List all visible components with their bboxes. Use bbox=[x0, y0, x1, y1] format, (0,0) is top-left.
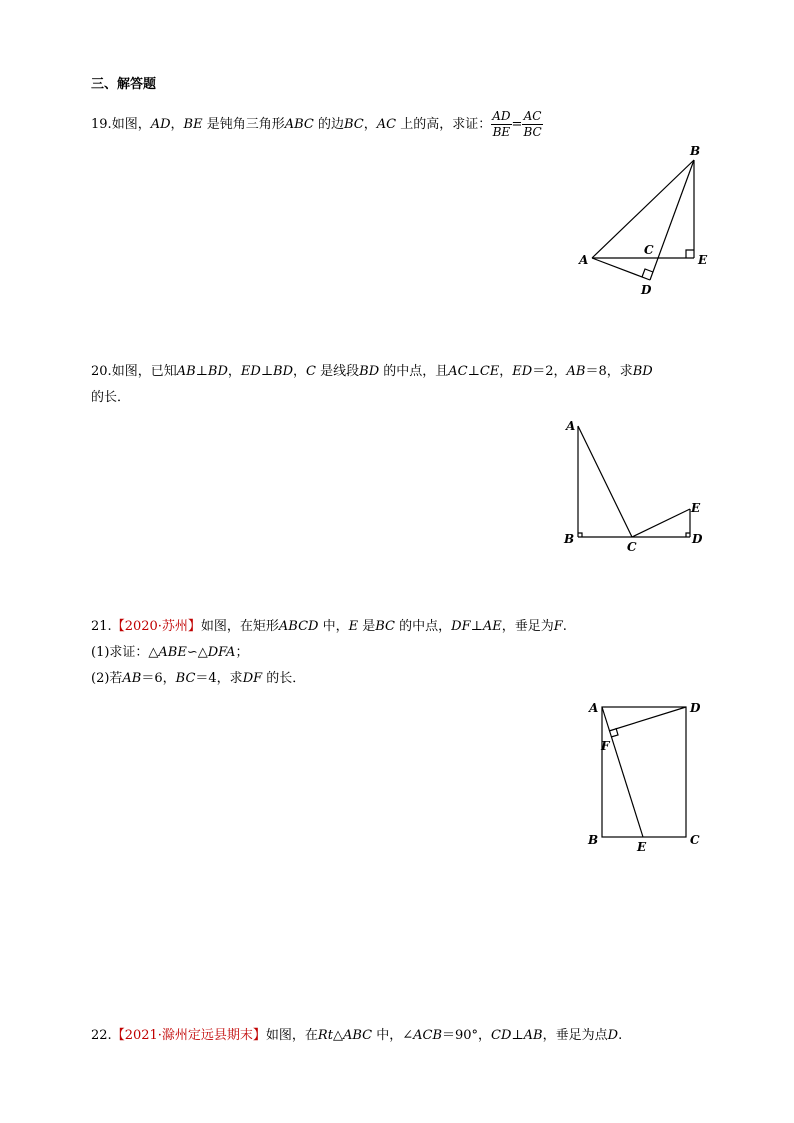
question-21-sub1 bbox=[91, 644, 248, 662]
var: ABC bbox=[284, 117, 314, 132]
label-c: C bbox=[690, 833, 700, 847]
expression: △ABE∽△DFA bbox=[148, 645, 236, 660]
var: AB bbox=[566, 364, 586, 379]
question-21-text bbox=[91, 618, 567, 636]
text: 是 bbox=[358, 619, 376, 634]
var: BD bbox=[632, 364, 653, 379]
text: ⊥ bbox=[467, 364, 480, 379]
text: 如图，在 bbox=[265, 1028, 318, 1043]
text: ⊥ bbox=[470, 619, 483, 634]
question-source: 【2020·苏州】 bbox=[111, 619, 201, 634]
var: ED bbox=[240, 364, 261, 379]
var: AD bbox=[150, 117, 171, 132]
question-20-text bbox=[91, 363, 653, 381]
question-number: 19. bbox=[91, 117, 112, 132]
figure-21 bbox=[580, 695, 720, 860]
var: BE bbox=[183, 117, 203, 132]
var: AB bbox=[176, 364, 196, 379]
label-b: B bbox=[564, 532, 575, 546]
figure-19 bbox=[570, 140, 720, 300]
var: BC bbox=[375, 619, 396, 634]
segment-df bbox=[609, 707, 686, 731]
var: BD bbox=[273, 364, 294, 379]
segment-ce bbox=[632, 509, 690, 537]
right-angle-mark-e bbox=[686, 250, 694, 258]
denominator: BE bbox=[492, 125, 511, 139]
label-e: E bbox=[637, 840, 647, 854]
var: D bbox=[607, 1028, 619, 1043]
label-b: B bbox=[588, 833, 599, 847]
var: F bbox=[553, 619, 563, 634]
question-number: 22. bbox=[91, 1028, 112, 1043]
text: ，垂足为 bbox=[501, 619, 554, 634]
fraction-ad-be bbox=[491, 109, 511, 140]
denominator: BC bbox=[523, 125, 542, 139]
text: 的长． bbox=[262, 671, 306, 686]
var: ACB bbox=[413, 1028, 442, 1043]
label-a: A bbox=[566, 419, 576, 433]
text: △ bbox=[332, 1028, 343, 1043]
equals-sign: = bbox=[511, 117, 523, 132]
text: 上的高，求证： bbox=[396, 117, 492, 132]
text: (1)求证： bbox=[91, 645, 149, 660]
text: 的中点，且 bbox=[379, 364, 449, 379]
text: ＝90°， bbox=[442, 1028, 492, 1043]
text: 的边 bbox=[313, 117, 344, 132]
text: ； bbox=[235, 645, 249, 660]
var: Rt bbox=[317, 1028, 333, 1043]
text: ＝4，求 bbox=[195, 671, 243, 686]
var: BC bbox=[344, 117, 364, 132]
var: CE bbox=[479, 364, 500, 379]
label-a: A bbox=[589, 701, 599, 715]
text: 是钝角三角形 bbox=[202, 117, 285, 132]
var: CD bbox=[491, 1028, 512, 1043]
text: ＝8，求 bbox=[585, 364, 633, 379]
section-heading: 三、解答题 bbox=[91, 77, 157, 92]
label-c: C bbox=[627, 540, 637, 554]
var: DF bbox=[451, 619, 471, 634]
text: 如图，在矩形 bbox=[200, 619, 279, 634]
text: 如图， bbox=[111, 117, 151, 132]
label-d: D bbox=[692, 532, 703, 546]
var: AE bbox=[482, 619, 502, 634]
var: ABC bbox=[342, 1028, 373, 1043]
text: 如图，已知 bbox=[111, 364, 177, 379]
question-source: 【2021·滁州定远县期末】 bbox=[111, 1028, 266, 1043]
question-19-text bbox=[91, 109, 543, 140]
text: ⊥ bbox=[260, 364, 274, 379]
var: BD bbox=[207, 364, 228, 379]
var: DF bbox=[242, 671, 263, 686]
figure-20 bbox=[555, 412, 715, 557]
label-d: D bbox=[690, 701, 701, 715]
var: AB bbox=[122, 671, 142, 686]
text: 的中点， bbox=[395, 619, 452, 634]
rectangle-abcd bbox=[602, 707, 686, 837]
segment-ad bbox=[592, 258, 650, 280]
label-e: E bbox=[691, 501, 701, 515]
var: AB bbox=[523, 1028, 543, 1043]
text: ， bbox=[499, 364, 513, 379]
numerator: AD bbox=[492, 109, 511, 123]
question-21-sub2 bbox=[91, 670, 305, 688]
text: ＝2， bbox=[532, 364, 567, 379]
text: ⊥ bbox=[511, 1028, 524, 1043]
text: ＝6， bbox=[141, 671, 176, 686]
segment-ab bbox=[592, 160, 694, 258]
var: AC bbox=[376, 117, 397, 132]
text: . bbox=[618, 1028, 623, 1043]
question-number: 21. bbox=[91, 619, 112, 634]
text: 中， bbox=[318, 619, 349, 634]
segment-ac bbox=[578, 426, 632, 537]
label-b: B bbox=[690, 144, 701, 158]
question-20-text-line2: 的长． bbox=[91, 390, 131, 405]
text: 是线段 bbox=[316, 364, 360, 379]
question-22-text bbox=[91, 1027, 622, 1045]
text: . bbox=[562, 619, 567, 634]
text: ⊥ bbox=[195, 364, 208, 379]
text: ， bbox=[293, 364, 307, 379]
text: ，垂足为点 bbox=[542, 1028, 608, 1043]
question-number: 20. bbox=[91, 364, 112, 379]
var: ABCD bbox=[278, 619, 319, 634]
segment-bd bbox=[650, 160, 694, 280]
fraction-ac-bc bbox=[522, 109, 542, 140]
label-d: D bbox=[641, 283, 652, 297]
var: ED bbox=[512, 364, 533, 379]
numerator: AC bbox=[523, 109, 542, 123]
var: BD bbox=[359, 364, 380, 379]
text: ， bbox=[227, 364, 241, 379]
text: ， bbox=[363, 117, 377, 132]
text: ， bbox=[170, 117, 184, 132]
text: 中，∠ bbox=[372, 1028, 414, 1043]
var: C bbox=[306, 364, 316, 379]
var: AC bbox=[448, 364, 468, 379]
label-f: F bbox=[601, 739, 610, 753]
label-c: C bbox=[644, 243, 654, 257]
label-e: E bbox=[698, 253, 708, 267]
label-a: A bbox=[579, 253, 589, 267]
var: BC bbox=[175, 671, 196, 686]
text: (2)若 bbox=[91, 671, 123, 686]
var: E bbox=[348, 619, 359, 634]
